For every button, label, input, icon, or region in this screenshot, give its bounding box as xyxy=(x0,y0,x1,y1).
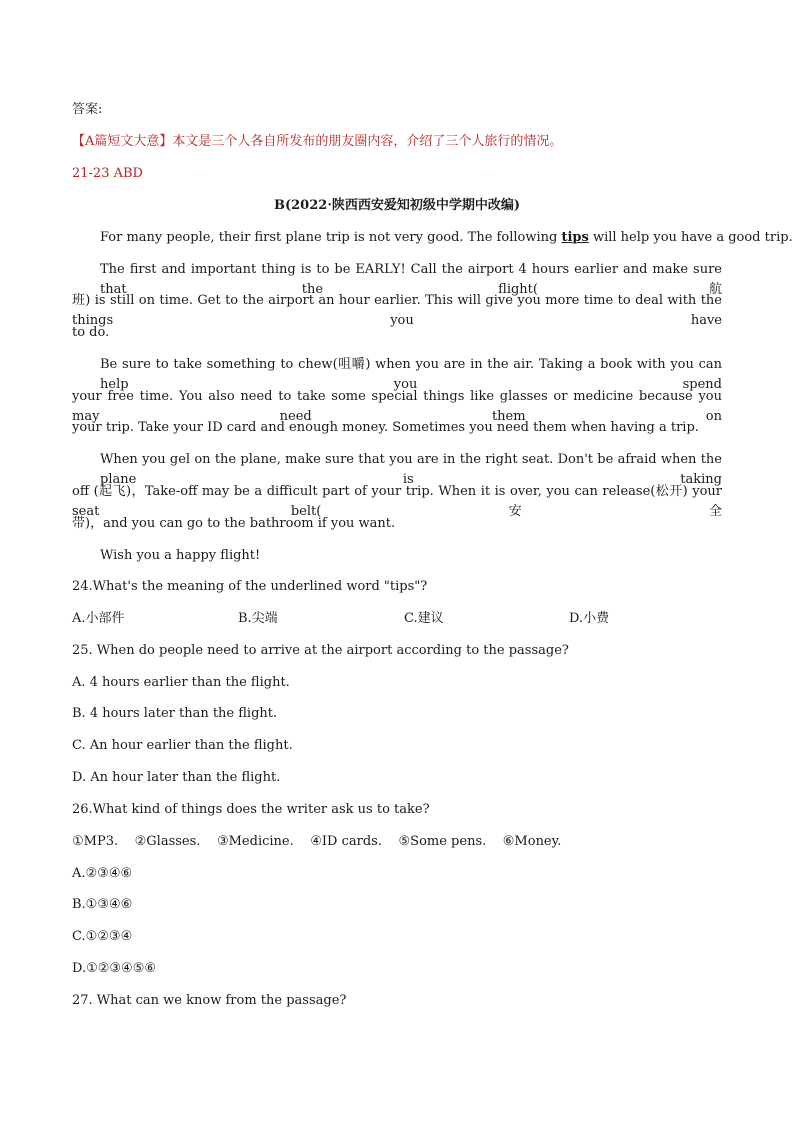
paragraph-2-line-1: The first and important thing is to be EARLY! Call the airport 4 hours earlier and make sure that the flight(航 xyxy=(100,262,722,297)
q24-option-a: A.小部件 xyxy=(72,611,125,626)
q24-option-c: C.建议 xyxy=(404,611,444,626)
answers-label: 答案: xyxy=(72,102,103,117)
p1-after: will help you have a good trip. xyxy=(588,230,793,245)
q24-option-b: B.尖端 xyxy=(238,611,278,626)
summary-tag: 【A篇短文大意】 xyxy=(72,134,173,149)
paragraph-3-line-3: your trip. Take your ID card and enough money. Sometimes you need them when having a trip. xyxy=(72,420,699,435)
q26-option-d: D.①②③④⑤⑥ xyxy=(72,961,157,976)
underlined-word-tips: tips xyxy=(561,230,589,245)
summary-text: 本文是三个人各自所发布的朋友圈内容，介绍了三个人旅行的情况。 xyxy=(172,134,563,149)
question-24-stem: 24.What's the meaning of the underlined word "tips"? xyxy=(72,579,428,594)
paragraph-2-line-2: 班) is still on time. Get to the airport an hour earlier. This will give you more time to deal with the things you have xyxy=(72,293,722,328)
paragraph-4-line-2: off (起飞)，Take-off may be a difficult part of your trip. When it is over, you can release(松开) your seat belt(安全 xyxy=(72,484,722,519)
paragraph-1 xyxy=(100,228,793,248)
question-26-stem: 26.What kind of things does the writer ask us to take? xyxy=(72,802,430,817)
q26-item-list: ①MP3. ②Glasses. ③Medicine. ④ID cards. ⑤Some pens. ⑥Money. xyxy=(72,834,562,849)
question-27-stem: 27. What can we know from the passage? xyxy=(72,993,347,1008)
q24-option-d: D.小费 xyxy=(569,611,610,626)
q25-option-d: D. An hour later than the flight. xyxy=(72,770,281,785)
paragraph-5: Wish you a happy flight! xyxy=(100,548,261,563)
q25-option-a: A. 4 hours earlier than the flight. xyxy=(72,675,290,690)
q26-option-b: B.①③④⑥ xyxy=(72,897,133,912)
q25-option-c: C. An hour earlier than the flight. xyxy=(72,738,293,753)
paragraph-2-line-3: to do. xyxy=(72,325,110,340)
paragraph-3-line-1: Be sure to take something to chew(咀嚼) when you are in the air. Taking a book with you can help you spend xyxy=(100,357,722,392)
q25-option-b: B. 4 hours later than the flight. xyxy=(72,706,278,721)
q26-option-a: A.②③④⑥ xyxy=(72,866,133,881)
paragraph-3-line-2: your free time. You also need to take some special things like glasses or medicine because you may need them on xyxy=(72,389,722,424)
paragraph-4-line-1: When you gel on the plane, make sure that you are in the right seat. Don't be afraid when the plane is taking xyxy=(100,452,722,487)
answer-key: 21-23 ABD xyxy=(72,166,143,181)
passage-title: B(2022·陕西西安爱知初级中学期中改编) xyxy=(274,198,520,213)
paragraph-4-line-3: 带)，and you can go to the bathroom if you want. xyxy=(72,516,396,531)
q26-option-c: C.①②③④ xyxy=(72,929,133,944)
question-24-options xyxy=(72,609,722,629)
p1-before: For many people, their first plane trip is not very good. The following xyxy=(100,230,562,245)
passage-a-summary xyxy=(72,132,722,152)
question-25-stem: 25. When do people need to arrive at the airport according to the passage? xyxy=(72,643,569,658)
